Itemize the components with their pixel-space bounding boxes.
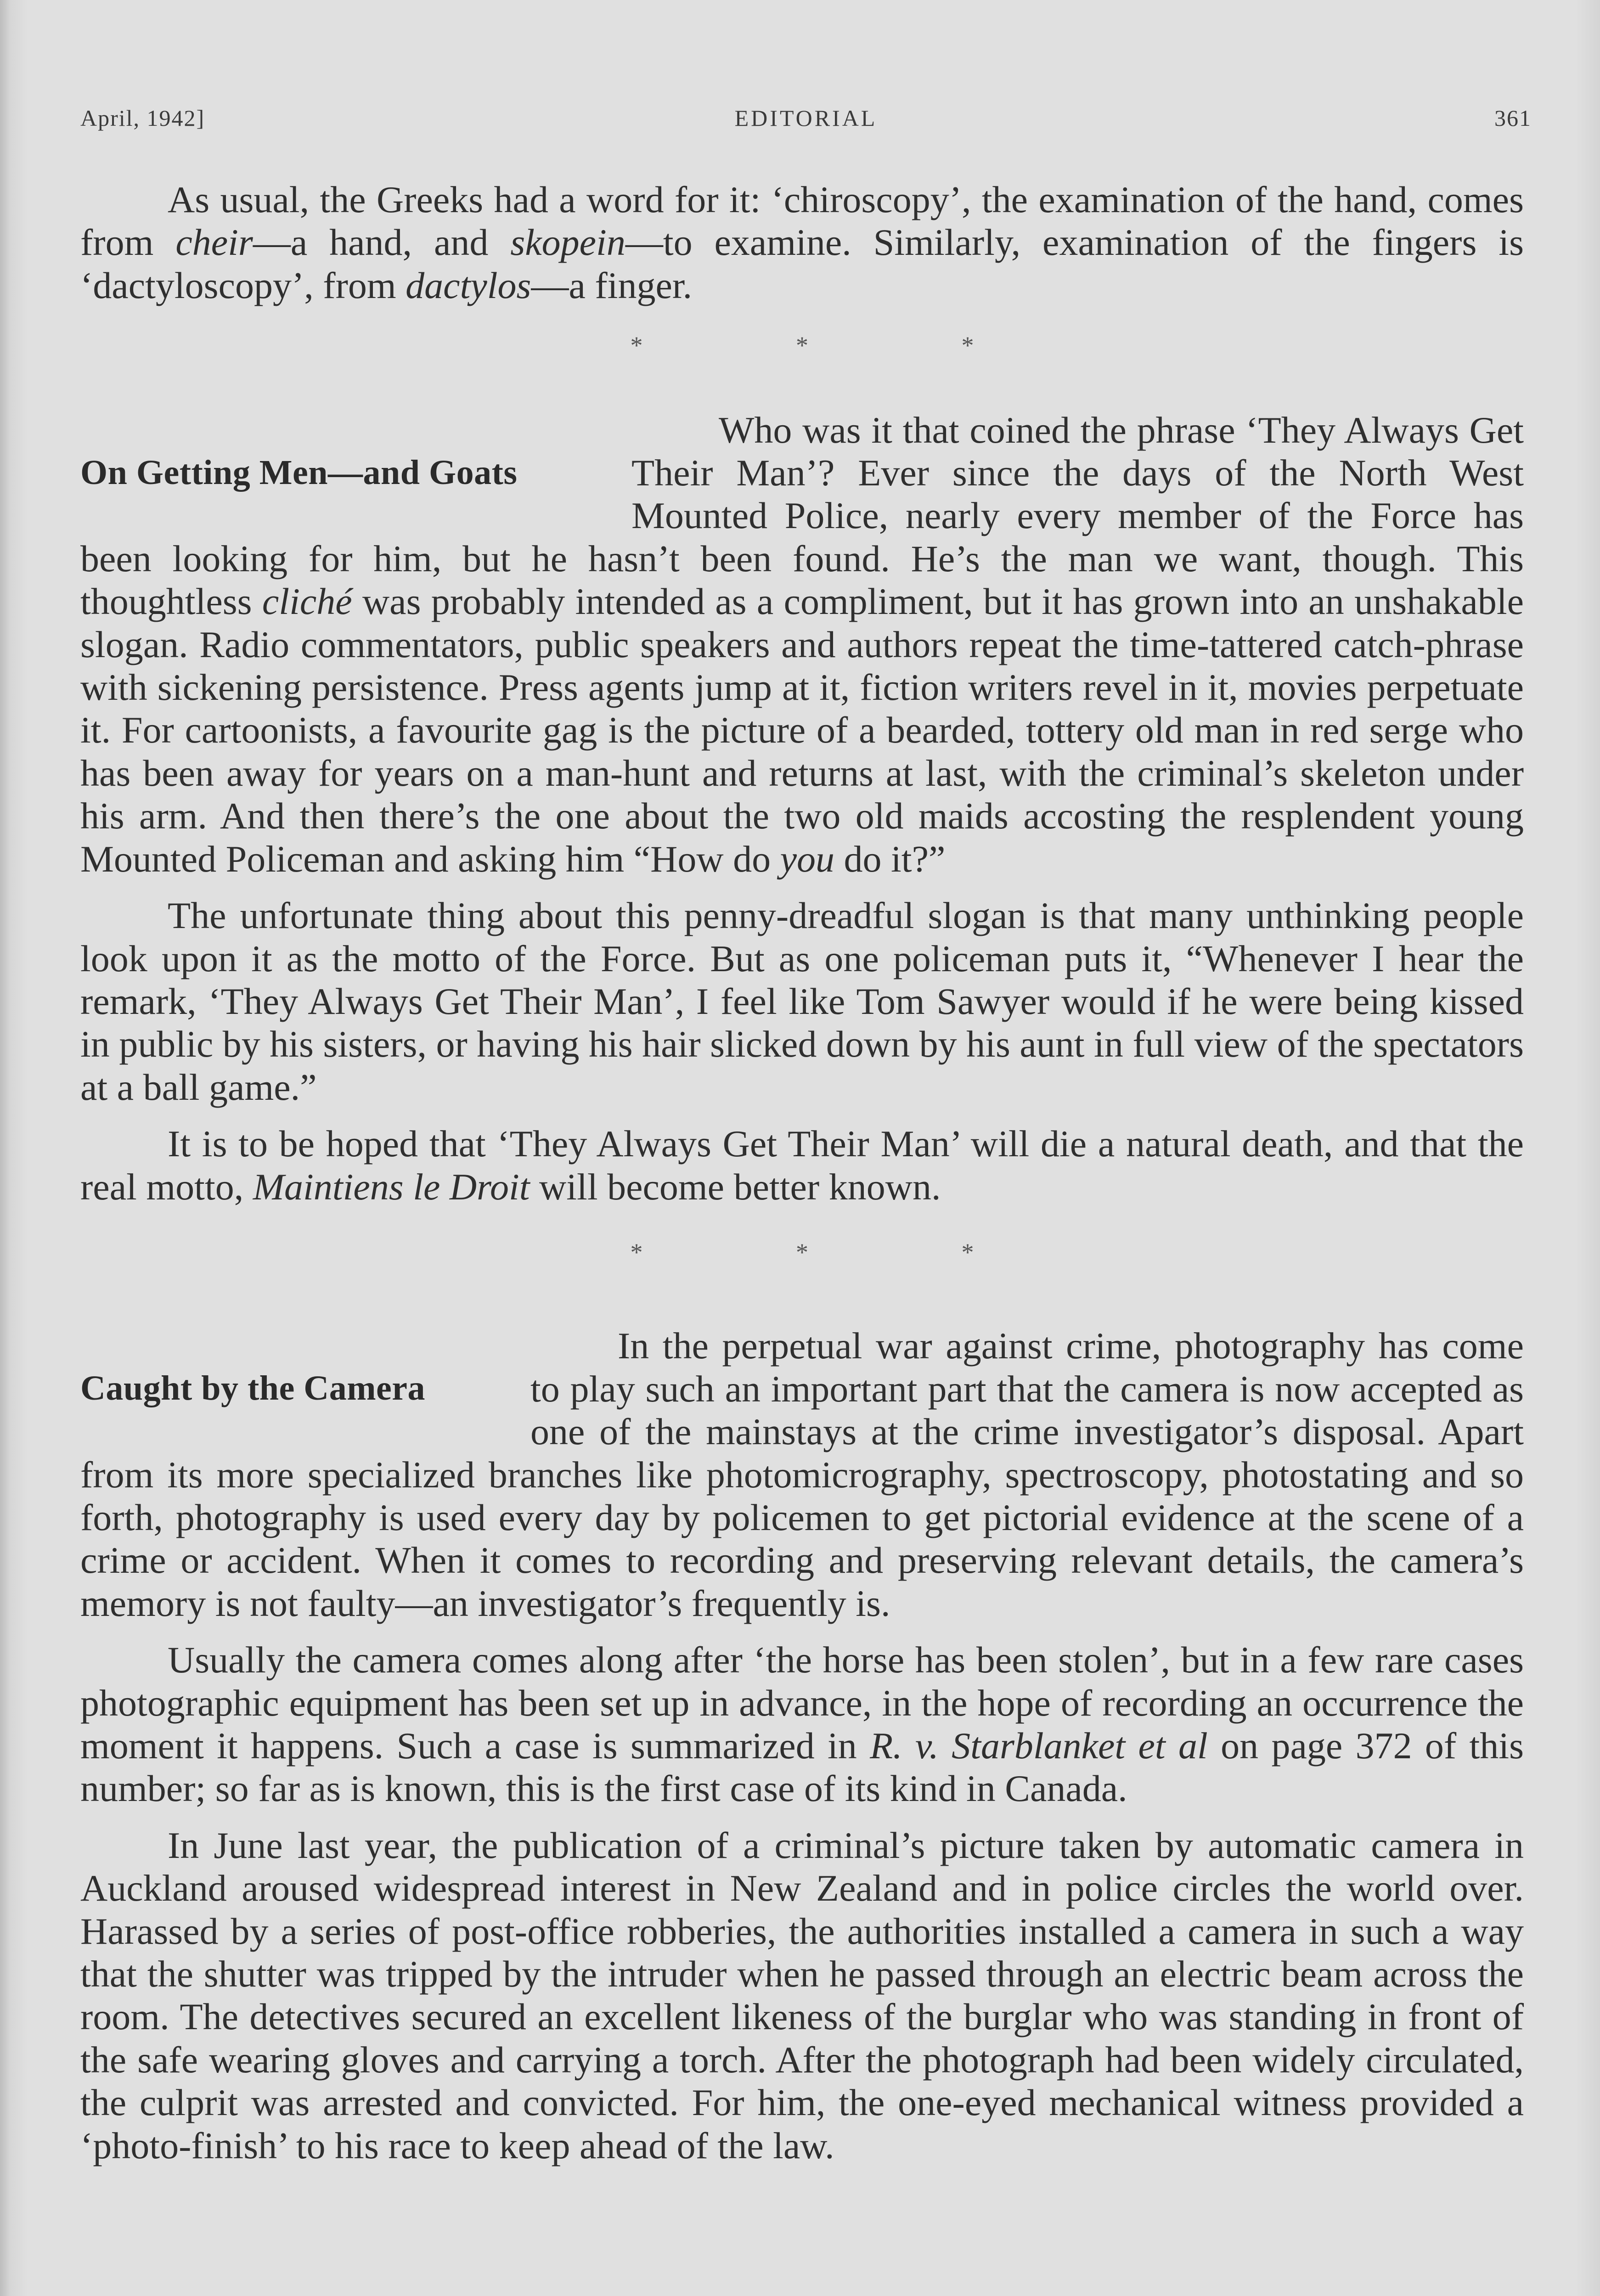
italic-case-citation: R. v. Starblanket et al [870, 1725, 1208, 1767]
paragraph-slogan-intro: Who was it that coined the phrase ‘They Always Get Their Man’? Ever since the days of the North West Mounted Police, nearly every member of the Force has been looking for him, but he hasn’t been found. He’s the man we want, though. This thoughtless cliché was probably intended as a compliment, but it has grown into an unshakable slogan. Radio commentators, public speakers and authors repeat the time-tattered catch-phrase with sickening persistence. Press agents jump at it, fiction writers revel in it, movies perpetuate it. For cartoonists, a favourite gag is the picture of a bearded, tottery old man in red serge who has been away for years on a man-hunt and returns at last, with the criminal’s skeleton under his arm. And then there’s the one about the two old maids accosting the resplendent young Mounted Policeman and asking him “How do you do it?” [80, 409, 1524, 880]
paragraph-real-motto: It is to be hoped that ‘They Always Get Their Man’ will die a natural death, and that the real motto, Maintiens le Droit will become better known. [80, 1123, 1524, 1208]
paragraph-penny-dreadful: The unfortunate thing about this penny-dreadful slogan is that many unthinking people look upon it as the motto of the Force. But as one policeman puts it, “Whenever I hear the remark, ‘They Always Get Their Man’, I feel like Tom Sawyer would if he were being kissed in public by his sisters, or having his hair slicked down by his aunt in full view of the spectators at a ball game.” [80, 895, 1524, 1108]
header-section-title: EDITORIAL [734, 105, 878, 131]
italic-motto: Maintiens le Droit [253, 1165, 530, 1208]
paragraph-auckland-camera: In June last year, the publication of a criminal’s picture taken by automatic camera in Auckland aroused widespread interest in New Zealand and in police circles the world over. Harassed by a series of post-office robberies, the authorities installed a camera in such a way that the shutter was tripped by the intruder when he passed through an electric beam across the room. The detectives secured an excellent likeness of the burglar who was standing in front of the safe wearing gloves and carrying a torch. After the photograph had been widely circulated, the culprit was arrested and convicted. For him, the one-eyed mechanical witness provided a ‘photo-finish’ to his race to keep ahead of the law. [80, 1824, 1524, 2167]
paragraph-photography-crime: In the perpetual war against crime, photography has come to play such an important part that the camera is now accepted as one of the mainstays at the crime investigator’s disposal. Apart from its more specialized branches like photomicrography, spectroscopy, photostating and so forth, photography is used every day by policemen to get pictorial evidence at the scene of a crime or accident. When it comes to recording and preserving relevant details, the camera’s memory is not faulty—an investigator’s frequently is. [80, 1325, 1524, 1624]
running-header [80, 105, 1532, 137]
paragraph-camera-in-advance: Usually the camera comes along after ‘the horse has been stolen’, but in a few rare cases photographic equipment has been set up in advance, in the hope of recording an occurrence the moment it happens. Such a case is summarized in R. v. Starblanket et al on page 372 of this number; so far as is known, this is the first case of its kind in Canada. [80, 1639, 1524, 1810]
italic-you: you [780, 838, 835, 880]
section-divider-stars: * * * [630, 332, 1048, 360]
greek-word-dactylos: dactylos [406, 264, 531, 306]
side-heading-getting-men: On Getting Men—and Goats [80, 453, 518, 492]
article-body [80, 178, 1524, 2167]
paragraph-chiroscopy: As usual, the Greeks had a word for it: ‘chiroscopy’, the examination of the hand, comes from cheir—a hand, and skopein—to examine. Similarly, examination of the fingers is ‘dactyloscopy’, from dactylos—a finger. [80, 179, 1524, 306]
italic-cliche: cliché [262, 580, 352, 623]
section-divider-stars: * * * [630, 1238, 1048, 1266]
greek-word-skopein: skopein [510, 221, 625, 264]
side-heading-caught-by-camera: Caught by the Camera [80, 1369, 425, 1408]
header-page-number: 361 [1494, 105, 1532, 131]
header-date: April, 1942] [80, 105, 205, 131]
greek-word-cheir: cheir [175, 221, 253, 264]
